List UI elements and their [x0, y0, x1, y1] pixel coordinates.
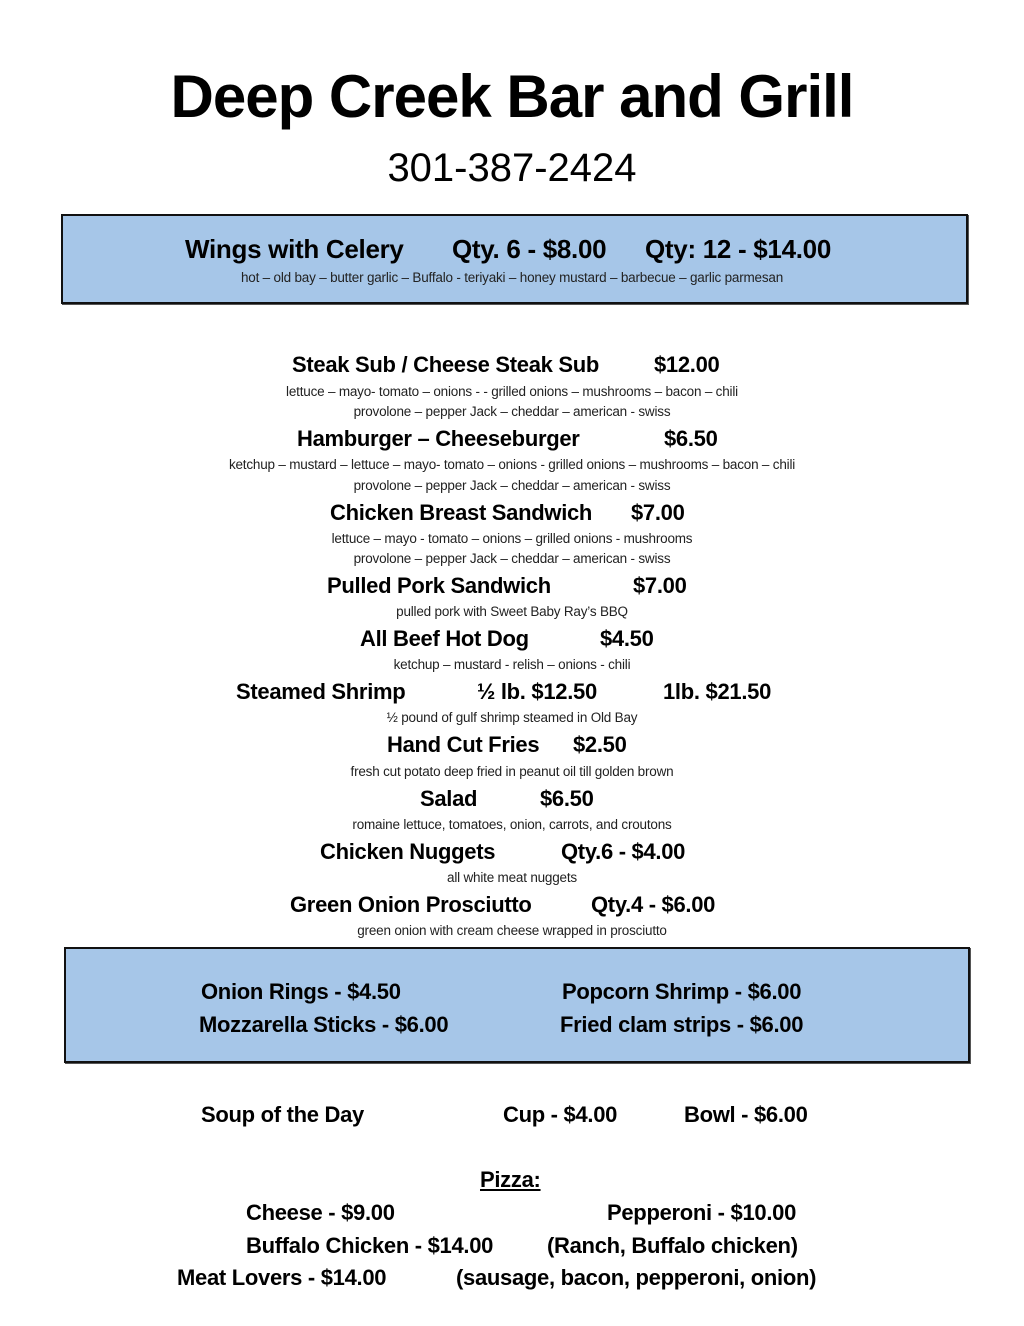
- item-name: Chicken Nuggets: [320, 839, 496, 864]
- item-name: Steamed Shrimp: [236, 679, 406, 704]
- item-name: Hamburger – Cheeseburger: [297, 426, 580, 451]
- item-desc: ketchup – mustard – lettuce – mayo- tomato – onions - grilled onions – mushrooms – bacon – chili: [228, 457, 796, 472]
- pizza-meat-lovers: Meat Lovers - $14.00: [177, 1265, 387, 1290]
- pizza-heading: Pizza:: [480, 1167, 541, 1192]
- wings-price-6: Qty. 6 - $8.00: [452, 234, 607, 264]
- item-desc: provolone – pepper Jack – cheddar – american - swiss: [353, 478, 671, 493]
- item-price: $7.00: [633, 573, 687, 598]
- item-price: Qty.4 - $6.00: [591, 892, 716, 917]
- item-name: Salad: [420, 786, 478, 811]
- wings-price-12: Qty: 12 - $14.00: [645, 234, 831, 264]
- item-price: $6.50: [664, 426, 718, 451]
- side-item: Popcorn Shrimp - $6.00: [562, 979, 802, 1004]
- wings-flavors: hot – old bay – butter garlic – Buffalo - teriyaki – honey mustard – barbecue – garlic parmesan: [240, 270, 784, 285]
- item-name: Steak Sub / Cheese Steak Sub: [292, 352, 600, 377]
- side-item: Onion Rings - $4.50: [201, 979, 401, 1004]
- wings-name: Wings with Celery: [185, 234, 404, 264]
- item-desc: provolone – pepper Jack – cheddar – american - swiss: [353, 404, 671, 419]
- item-desc: green onion with cream cheese wrapped in prosciutto: [357, 923, 667, 938]
- soup-name: Soup of the Day: [201, 1102, 364, 1127]
- item-price: $7.00: [631, 500, 685, 525]
- phone-number: 301-387-2424: [387, 146, 637, 190]
- item-desc: pulled pork with Sweet Baby Ray’s BBQ: [396, 604, 628, 619]
- pizza-buffalo: Buffalo Chicken - $14.00: [246, 1233, 494, 1258]
- item-price: $4.50: [600, 626, 654, 651]
- restaurant-title: Deep Creek Bar and Grill: [170, 63, 854, 130]
- sides-box: [64, 947, 970, 1063]
- pizza-meat-lovers-note: (sausage, bacon, pepperoni, onion): [456, 1265, 817, 1290]
- side-item: Mozzarella Sticks - $6.00: [199, 1012, 449, 1037]
- item-name: Chicken Breast Sandwich: [330, 500, 593, 525]
- item-desc: ketchup – mustard - relish – onions - chili: [393, 657, 631, 672]
- side-item: Fried clam strips - $6.00: [560, 1012, 804, 1037]
- item-desc: ½ pound of gulf shrimp steamed in Old Bay: [386, 710, 638, 725]
- item-name: Pulled Pork Sandwich: [327, 573, 551, 598]
- item-desc: all white meat nuggets: [447, 870, 577, 885]
- item-desc: provolone – pepper Jack – cheddar – american - swiss: [353, 551, 671, 566]
- item-desc: romaine lettuce, tomatoes, onion, carrots, and croutons: [352, 817, 672, 832]
- pizza-cheese: Cheese - $9.00: [246, 1200, 395, 1225]
- item-name: Green Onion Prosciutto: [290, 892, 532, 917]
- item-desc: lettuce – mayo- tomato – onions - - grilled onions – mushrooms – bacon – chili: [286, 384, 738, 399]
- item-price: ½ lb. $12.50: [477, 679, 597, 704]
- item-price: Qty.6 - $4.00: [561, 839, 686, 864]
- pizza-pepperoni: Pepperoni - $10.00: [607, 1200, 797, 1225]
- soup-cup-price: Cup - $4.00: [503, 1102, 618, 1127]
- item-name: Hand Cut Fries: [387, 732, 540, 757]
- item-price: $6.50: [540, 786, 594, 811]
- item-desc: fresh cut potato deep fried in peanut oil till golden brown: [350, 764, 674, 779]
- item-price-alt: 1lb. $21.50: [663, 679, 771, 704]
- item-price: $2.50: [573, 732, 627, 757]
- pizza-buffalo-note: (Ranch, Buffalo chicken): [547, 1233, 798, 1258]
- item-name: All Beef Hot Dog: [360, 626, 529, 651]
- item-price: $12.00: [654, 352, 720, 377]
- soup-bowl-price: Bowl - $6.00: [684, 1102, 808, 1127]
- item-desc: lettuce – mayo - tomato – onions – grilled onions - mushrooms: [331, 531, 693, 546]
